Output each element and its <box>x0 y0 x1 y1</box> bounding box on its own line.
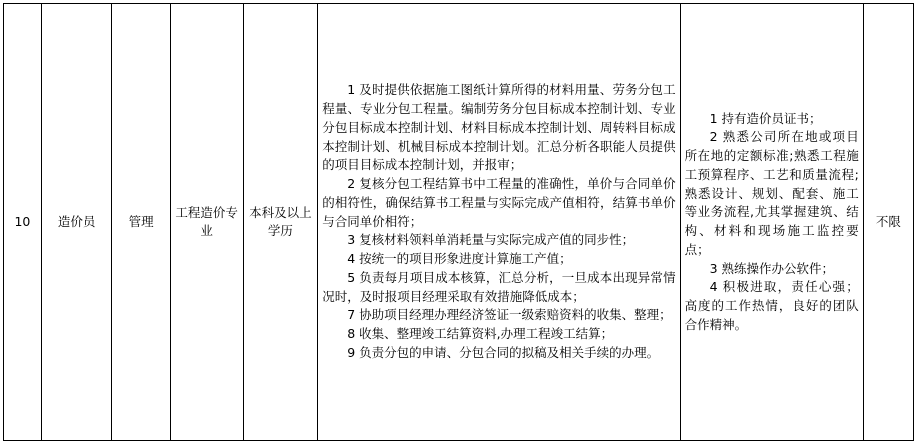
duty-item: 2 复核分包工程结算书中工程量的准确性，单价与合同单价的相符性，确保结算书工程量与实际完成产值相符，结算书单价与合同单价相符； <box>322 176 676 229</box>
duty-item: 1 及时提供依据施工图纸计算所得的材料用量、劳务分包工程量、专业分包工程量。编制劳务分包目标成本控制计划、专业分包目标成本控制计划、材料目标成本控制计划、周转料目标成本控制计划、机械目标成本控制计划。汇总分析各职能人员提供的项目目标成本控制计划，并报审； <box>322 82 676 173</box>
table-row <box>4 4 914 441</box>
job-description-table <box>3 3 914 441</box>
duty-item: 7 协助项目经理办理经济签证一级索赔资料的收集、整理； <box>347 307 672 323</box>
cell-duties <box>318 4 680 441</box>
requirement-item: 3 熟练操作办公软件； <box>709 260 835 276</box>
cell-major: 工程造价专业 <box>170 4 243 441</box>
duty-item: 3 复核材料领料单消耗量与实际完成产值的同步性； <box>347 232 635 248</box>
duty-item: 5 负责每月项目成本核算，汇总分析，一旦成本出现异常情况时，及时报项目经理采取有效措施降低成本； <box>322 269 676 304</box>
cell-department: 管理 <box>112 4 170 441</box>
duties-list <box>322 81 675 362</box>
duty-item: 4 按统一的项目形象进度计算施工产值； <box>347 251 572 267</box>
duty-item: 9 负责分包的申请、分包合同的拟稿及相关手续的办理。 <box>347 344 660 360</box>
requirement-item: 2 熟悉公司所在地或项目所在地的定额标准;熟悉工程施工预算程序、工艺和质量流程;熟悉设计、规划、配套、施工等业务流程,尤其掌握建筑、结构、材料和现场施工监控要点； <box>684 129 859 257</box>
requirements-list <box>685 110 859 335</box>
cell-age-limit: 不限 <box>863 4 913 441</box>
requirement-item: 4 积极进取，责任心强；高度的工作热情，良好的团队合作精神。 <box>684 279 859 332</box>
cell-requirements <box>680 4 863 441</box>
document-page <box>0 3 917 447</box>
cell-row-number: 10 <box>4 4 42 441</box>
duty-item: 8 收集、整理竣工结算资料,办理工程竣工结算； <box>347 326 614 342</box>
cell-education: 本科及以上学历 <box>243 4 318 441</box>
cell-position-name: 造价员 <box>41 4 112 441</box>
requirement-item: 1 持有造价员证书； <box>709 110 822 126</box>
